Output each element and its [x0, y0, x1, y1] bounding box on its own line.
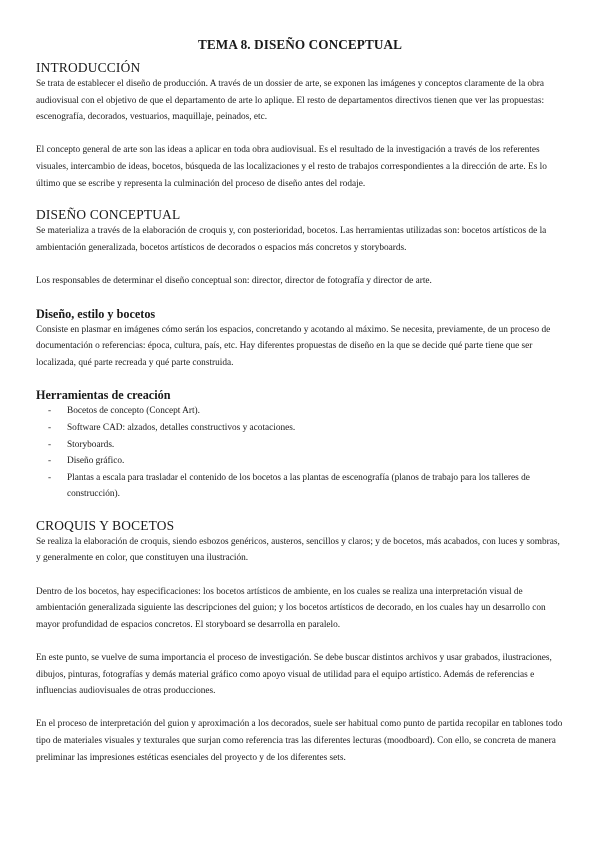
- croquis-paragraph-4: En el proceso de interpretación del guion y aproximación a los decorados, suele ser habitual como punto de partida recopilar en tablones todo tipo de materiales visuales y texturales que surjan como referencia tras las diferentes lecturas (moodboard). Con ello, se concreta de manera preliminar las impresiones estéticas esenciales del proyecto y de los diferentes sets.: [36, 719, 563, 763]
- intro-paragraph-2: El concepto general de arte son las ideas a aplicar en toda obra audiovisual. Es el resultado de la investigación a través de los referentes visuales, intercambio de ideas, bocetos, búsqueda de las localizaciones y el resto de trabajos correspondientes a la dirección de arte. Es lo último que se escribe y representa la culminación del proceso de diseño antes del rodaje.: [36, 145, 547, 189]
- subheading-herramientas-creacion: Herramientas de creación: [36, 388, 171, 403]
- spacer: [36, 256, 564, 273]
- list-item: - Bocetos de concepto (Concept Art).: [48, 403, 564, 420]
- croquis-paragraph-3: En este punto, se vuelve de suma importancia el proceso de investigación. Se debe buscar distintos archivos y usar grabados, ilustraciones, dibujos, pinturas, fotografías y demás material gráfico como apoyo visual de utilidad para el equipo artístico. Además de referencias e influencias audiovisuales de otras producciones.: [36, 653, 552, 697]
- spacer: [36, 126, 564, 143]
- croquis-paragraph-2: Dentro de los bocetos, hay especificaciones: los bocetos artísticos de ambiente, en los cuales se realiza una interpretación visual de ambientación generalizada siguiente las descripciones del guion; y los bocetos artísticos de decorado, en los cuales hay un desarrollo con mayor profundidad de espacios concretos. El storyboard se desarrolla en paralelo.: [36, 586, 546, 630]
- section-heading-croquis-bocetos: CROQUIS Y BOCETOS: [36, 517, 175, 533]
- spacer: [36, 700, 564, 717]
- tools-list: [36, 403, 564, 503]
- section-heading-diseno-conceptual: DISEÑO CONCEPTUAL: [36, 207, 181, 223]
- list-item: - Plantas a escala para trasladar el contenido de los bocetos a las plantas de escenografía (planos de trabajo para los talleres de construcción).: [48, 470, 564, 503]
- list-item: - Software CAD: alzados, detalles constructivos y acotaciones.: [48, 420, 564, 437]
- diseno-paragraph-2: Los responsables de determinar el diseño conceptual son: director, director de fotografía y director de arte.: [36, 275, 432, 286]
- spacer: [36, 567, 564, 584]
- section-heading-introduccion: INTRODUCCIÓN: [36, 60, 141, 75]
- subheading-diseno-estilo-bocetos: Diseño, estilo y bocetos: [36, 306, 156, 321]
- intro-paragraph-1: Se trata de establecer el diseño de producción. A través de un dossier de arte, se exponen las imágenes y conceptos claramente de la obra audiovisual con el objetivo de que el departamento de arte lo aplique. El resto de departamentos directivos tienen que ver las propuestas: escenografía, decorados, vestuarios, maquillaje, peinados, etc.: [36, 79, 545, 123]
- croquis-paragraph-1: Se realiza la elaboración de croquis, siendo esbozos genéricos, austeros, sencillos y claros; y de bocetos, más acabados, con luces y sombras, y generalmente en color, que constituyen una ilustración.: [36, 536, 560, 564]
- diseno-paragraph-1: Se materializa a través de la elaboración de croquis y, con posterioridad, bocetos. Las herramientas utilizadas son: bocetos artísticos de la ambientación generalizada, bocetos artísticos de decorados o espacios más concretos y storyboards.: [36, 226, 547, 253]
- document-title: TEMA 8. DISEÑO CONCEPTUAL: [197, 37, 402, 52]
- estilo-paragraph-1: Consiste en plasmar en imágenes cómo serán los espacios, concretando y acotando al máximo. Se necesita, previamente, de un proceso de documentación o referencias: época, cultura, país, etc. Hay diferentes propuestas de diseño en la que se decide qué parte tiene que ser localizada, qué parte recreada y qué parte construida.: [36, 324, 551, 368]
- spacer: [36, 633, 564, 650]
- list-item: - Storyboards.: [48, 437, 564, 454]
- list-item: - Diseño gráfico.: [48, 453, 564, 470]
